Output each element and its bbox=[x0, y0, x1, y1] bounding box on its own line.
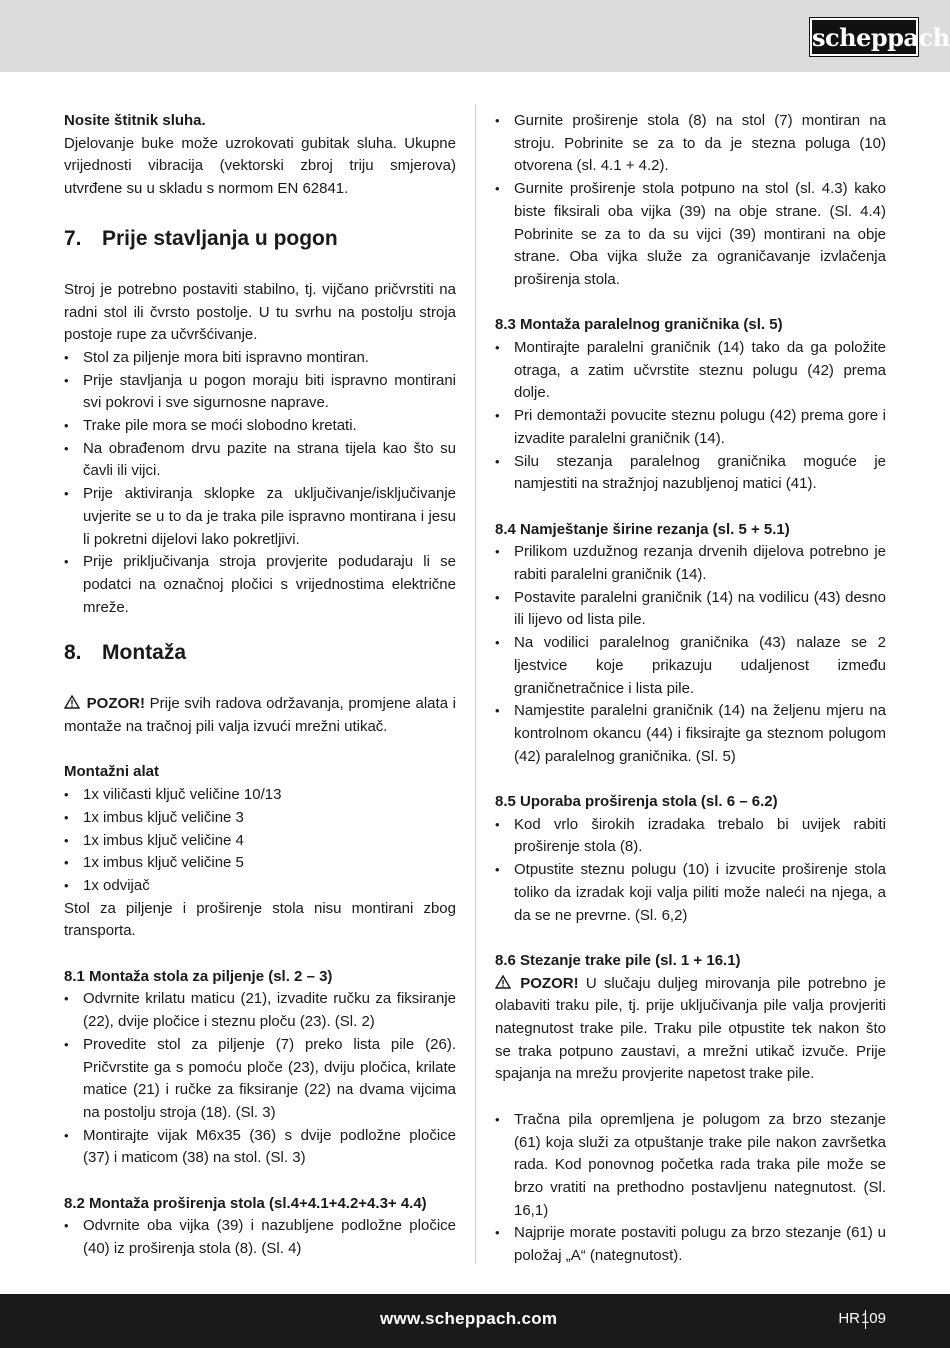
list-item: • Odvrnite krilatu maticu (21), izvadite ručku za fiksiranje (22), dvije pločice i steznu ploču (23). (Sl. 2) bbox=[64, 988, 456, 1033]
section-8-heading bbox=[64, 639, 456, 667]
section-8-title: Montaža bbox=[102, 641, 186, 665]
list-item: • 1x odvijač bbox=[64, 875, 456, 898]
header-bar bbox=[0, 0, 950, 72]
footer-language: HR bbox=[838, 1310, 860, 1327]
list-item: • Silu stezanja paralelnog graničnika moguće je namjestiti na stražnjoj nazubljenoj matici (41). bbox=[495, 451, 886, 496]
section-8-5-list bbox=[495, 814, 886, 928]
warning-label: POZOR! bbox=[520, 974, 579, 992]
footer-bar bbox=[0, 1294, 950, 1348]
list-item: • Prije aktiviranja sklopke za uključivanje/isključivanje uvjerite se u to da je traka pile ispravno montirana i jesu li pokretni dijelovi lako pokretljivi. bbox=[64, 483, 456, 551]
section-8-4-title: 8.4 Namještanje širine rezanja (sl. 5 + 5.1) bbox=[495, 520, 790, 538]
warning-triangle-icon bbox=[495, 975, 511, 989]
section-7-text: Stroj je potrebno postaviti stabilno, tj. vijčano pričvrstiti na radni stol ili čvrsto postolje. U tu svrhu na postolju stroja postoje rupe za učvršćivanje. bbox=[64, 280, 456, 344]
section-7-list bbox=[64, 347, 456, 619]
section-7-heading bbox=[64, 225, 456, 253]
tools-list bbox=[64, 784, 456, 898]
hearing-protection-title: Nosite štitnik sluha. bbox=[64, 112, 206, 129]
warning-label: POZOR! bbox=[86, 695, 145, 713]
footer-url: www.scheppach.com bbox=[380, 1309, 558, 1328]
section-8-2-list bbox=[64, 1215, 456, 1260]
list-item: • Prilikom uzdužnog rezanja drvenih dijelova potrebno je rabiti paralelni graničnik (14). bbox=[495, 541, 886, 586]
section-8-number: 8. bbox=[64, 641, 82, 665]
list-item: • Postavite paralelni graničnik (14) na vodilicu (43) desno ili lijevo od lista pile. bbox=[495, 587, 886, 632]
list-item: • Prije priključivanja stroja provjerite podudaraju li se podatci na označnoj pločici s vrijednostima električne mreže. bbox=[64, 551, 456, 619]
page-number: 109 bbox=[860, 1310, 886, 1327]
scheppach-logo: scheppach bbox=[810, 18, 918, 56]
list-item: • 1x imbus ključ veličine 4 bbox=[64, 830, 456, 853]
section-8-5-title: 8.5 Uporaba proširenja stola (sl. 6 – 6.2) bbox=[495, 793, 778, 811]
section-8-2-title: 8.2 Montaža proširenja stola (sl.4+4.1+4.2+4.3+ 4.4) bbox=[64, 1194, 427, 1212]
section-8-1-title: 8.1 Montaža stola za piljenje (sl. 2 – 3) bbox=[64, 967, 333, 985]
list-item: • Prije stavljanja u pogon moraju biti ispravno montirani svi pokrovi i sve sigurnosne naprave. bbox=[64, 370, 456, 415]
list-item: • Provedite stol za piljenje (7) preko lista pile (26). Pričvrstite ga s pomoću ploče (23), dviju pločica, krilate matice (21) i ručke za fiksiranje (22) na dvama vijcima na postolju stroja (18). (Sl. 3) bbox=[64, 1034, 456, 1125]
list-item: • Najprije morate postaviti polugu za brzo stezanje (61) u položaj „A“ (nategnutost). bbox=[495, 1222, 886, 1267]
right-column bbox=[495, 110, 886, 1268]
list-item: • Na vodilici paralelnog graničnika (43) nalaze se 2 ljestvice koje prikazuju udaljenost između graničnetračnice i lista pile. bbox=[495, 632, 886, 700]
hearing-protection-text: Djelovanje buke može uzrokovati gubitak sluha. Ukupne vrijednosti vibracija (vektorski zbroj triju smjerova) utvrđene su u skladu s normom EN 62841. bbox=[64, 134, 456, 198]
tools-text: Stol za piljenje i proširenje stola nisu montirani zbog transporta. bbox=[64, 899, 456, 940]
list-item: • Gurnite proširenje stola potpuno na stol (sl. 4.3) kako biste fiksirali oba vijka (39) na obje strane. (Sl. 4.4) Pobrinite se za to da su vijci (39) montirani na obje strane. Oba vijka služe za ograničavanje izvlačenja proširenja stola. bbox=[495, 178, 886, 292]
list-item: • Otpustite steznu polugu (10) i izvucite proširenje stola toliko da izradak koji valja piliti može naleći na njega, a da se ne prevrne. (Sl. 6,2) bbox=[495, 859, 886, 927]
list-item: • Odvrnite oba vijka (39) i nazubljene podložne pločice (40) iz proširenja stola (8). (Sl. 4) bbox=[64, 1215, 456, 1260]
warning-text: Prije svih radova održavanja, promjene alata i montaže na tračnoj pili valja izvući mrežni utikač. bbox=[64, 695, 457, 736]
tools-title: Montažni alat bbox=[64, 763, 160, 781]
section-8-6-title: 8.6 Stezanje trake pile (sl. 1 + 16.1) bbox=[495, 951, 741, 969]
section-8-2-list-continued bbox=[495, 110, 886, 292]
section-8-6-warning bbox=[495, 973, 886, 1087]
list-item: • 1x viličasti ključ veličine 10/13 bbox=[64, 784, 456, 807]
list-item: • Trake pile mora se moći slobodno kretati. bbox=[64, 415, 456, 438]
list-item: • Montirajte paralelni graničnik (14) tako da ga položite otraga, a zatim učvrstite steznu polugu (42) prema dolje. bbox=[495, 337, 886, 405]
list-item: • Tračna pila opremljena je polugom za brzo stezanje (61) koja služi za otpuštanje trake pile nakon završetka rada. Kod ponovnog početka rada traka pile može se brzo vratiti na prethodno postavljenu nategnutost. (Sl. 16,1) bbox=[495, 1109, 886, 1223]
list-item: • Montirajte vijak M6x35 (36) s dvije podložne pločice (37) i maticom (38) na stol. (Sl. 3) bbox=[64, 1125, 456, 1170]
section-8-warning bbox=[64, 693, 456, 738]
list-item: • Na obrađenom drvu pazite na strana tijela kao što su čavli ili vijci. bbox=[64, 438, 456, 483]
warning-triangle-icon bbox=[64, 695, 80, 709]
list-item: • Namjestite paralelni graničnik (14) na željenu mjeru na kontrolnom okancu (44) i fiksirajte ga steznom polugom (42) paralelnog graničnika. (Sl. 5) bbox=[495, 700, 886, 768]
list-item: • Gurnite proširenje stola (8) na stol (7) montiran na stroju. Pobrinite se za to da je stezna poluga (10) otvorena (sl. 4.1 + 4.2). bbox=[495, 110, 886, 178]
column-divider bbox=[475, 104, 476, 1264]
left-column bbox=[64, 110, 456, 1261]
section-7-title: Prije stavljanja u pogon bbox=[102, 226, 338, 250]
section-7-number: 7. bbox=[64, 226, 82, 250]
section-8-1-list bbox=[64, 988, 456, 1170]
section-8-4-list bbox=[495, 541, 886, 768]
section-8-6-list bbox=[495, 1109, 886, 1268]
section-8-3-title: 8.3 Montaža paralelnog graničnika (sl. 5) bbox=[495, 316, 783, 334]
list-item: • 1x imbus ključ veličine 5 bbox=[64, 852, 456, 875]
list-item: • Stol za piljenje mora biti ispravno montiran. bbox=[64, 347, 456, 370]
section-8-3-list bbox=[495, 337, 886, 496]
list-item: • 1x imbus ključ veličine 3 bbox=[64, 807, 456, 830]
warning-text: U slučaju duljeg mirovanja pile potrebno je olabaviti traku pile, tj. prije uključivanja pile valja provjeriti nategnutost trake pile. Traku pile otpustite tek nakon što se traka potpuno zaustavi, a mrežni utikač izvuče. Prije spajanja na mrežu provjerite napetost trake pile. bbox=[495, 974, 886, 1083]
list-item: • Kod vrlo širokih izradaka trebalo bi uvijek rabiti proširenje stola (8). bbox=[495, 814, 886, 859]
list-item: • Pri demontaži povucite steznu polugu (42) prema gore i izvadite paralelni graničnik (14). bbox=[495, 405, 886, 450]
